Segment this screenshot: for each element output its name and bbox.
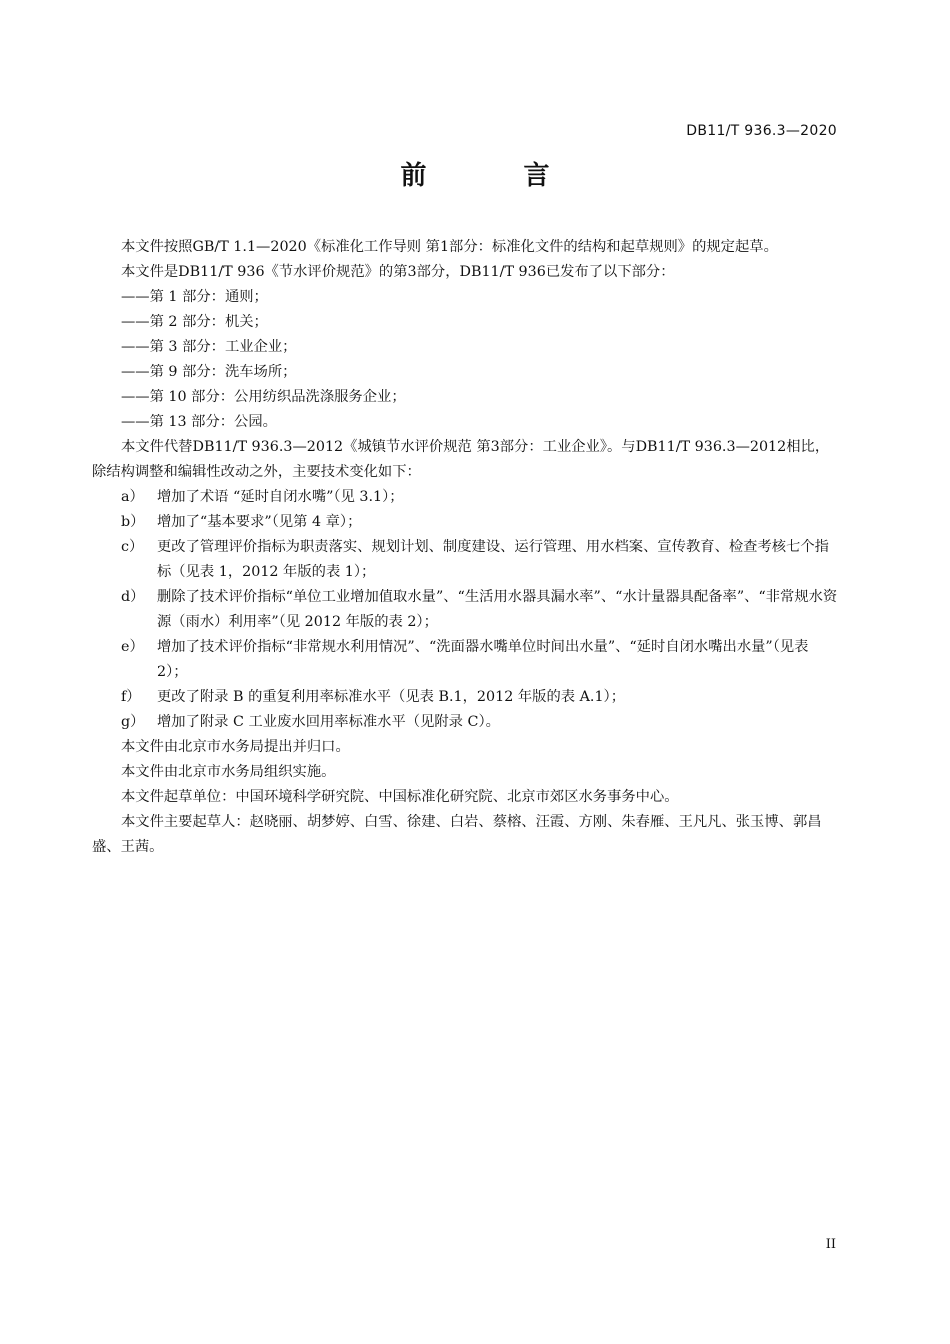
list-marker: a） [121,489,144,505]
list-text: 增加了“基本要求”（见第 4 章）； [157,514,362,530]
document-code: DB11/T 936.3—2020 [686,123,837,139]
change-list-item [92,510,838,535]
paragraph-drafting-rule: 本文件按照GB/T 1.1—2020《标准化工作导则 第1部分：标准化文件的结构和起草规则》的规定起草。 [121,239,778,255]
page-number: II [825,1237,836,1252]
change-list-item [92,635,838,685]
list-text: 增加了术语 “延时自闭水嘴”（见 3.1）； [157,489,404,505]
paragraph-proposer: 本文件由北京市水务局提出并归口。 [121,739,350,755]
paragraph-implementer: 本文件由北京市水务局组织实施。 [121,764,336,780]
part-list-item: ——第 13 部分：公园。 [121,414,277,430]
change-list-item [92,710,838,735]
foreword-body [92,235,838,860]
list-marker: b） [121,514,145,530]
part-list-item: ——第 3 部分：工业企业； [121,339,297,355]
paragraph-drafting-units: 本文件起草单位：中国环境科学研究院、中国标准化研究院、北京市郊区水务事务中心。 [121,789,679,805]
paragraph-drafters: 本文件主要起草人：赵晓丽、胡梦婷、白雪、徐建、白岩、蔡榕、汪霞、方刚、朱春雁、王凡凡、张玉博、郭昌盛、王茜。 [92,814,822,855]
list-marker: e） [121,639,144,655]
paragraph-series-intro: 本文件是DB11/T 936《节水评价规范》的第3部分，DB11/T 936已发布了以下部分： [121,264,675,280]
part-list-item: ——第 2 部分：机关； [121,314,268,330]
change-list-item [92,535,838,585]
part-list-item: ——第 10 部分：公用纺织品洗涤服务企业； [121,389,406,405]
change-list-item [92,585,838,635]
change-list-item [92,685,838,710]
page-title: 前 言 [400,161,594,191]
paragraph-replacement: 本文件代替DB11/T 936.3—2012《城镇节水评价规范 第3部分：工业企业》。与DB11/T 936.3—2012相比，除结构调整和编辑性改动之外，主要技术变化如下： [92,439,830,480]
list-text: 增加了技术评价指标“非常规水利用情况”、“洗面器水嘴单位时间出水量”、“延时自闭水嘴出水量”（见表 2）； [157,639,809,680]
part-list-item: ——第 1 部分：通则； [121,289,268,305]
list-text: 删除了技术评价指标“单位工业增加值取水量”、“生活用水器具漏水率”、“水计量器具配备率”、“非常规水资源（雨水）利用率”（见 2012 年版的表 2）； [157,589,838,630]
list-marker: d） [121,589,145,605]
list-marker: c） [121,539,144,555]
list-text: 增加了附录 C 工业废水回用率标准水平（见附录 C）。 [157,714,500,730]
list-marker: f） [121,689,141,705]
list-text: 更改了管理评价指标为职责落实、规划计划、制度建设、运行管理、用水档案、宣传教育、检查考核七个指标（见表 1，2012 年版的表 1）； [157,539,829,580]
part-list-item: ——第 9 部分：洗车场所； [121,364,297,380]
change-list-item [92,485,838,510]
list-marker: g） [121,714,145,730]
list-text: 更改了附录 B 的重复利用率标准水平（见表 B.1，2012 年版的表 A.1）； [157,689,625,705]
